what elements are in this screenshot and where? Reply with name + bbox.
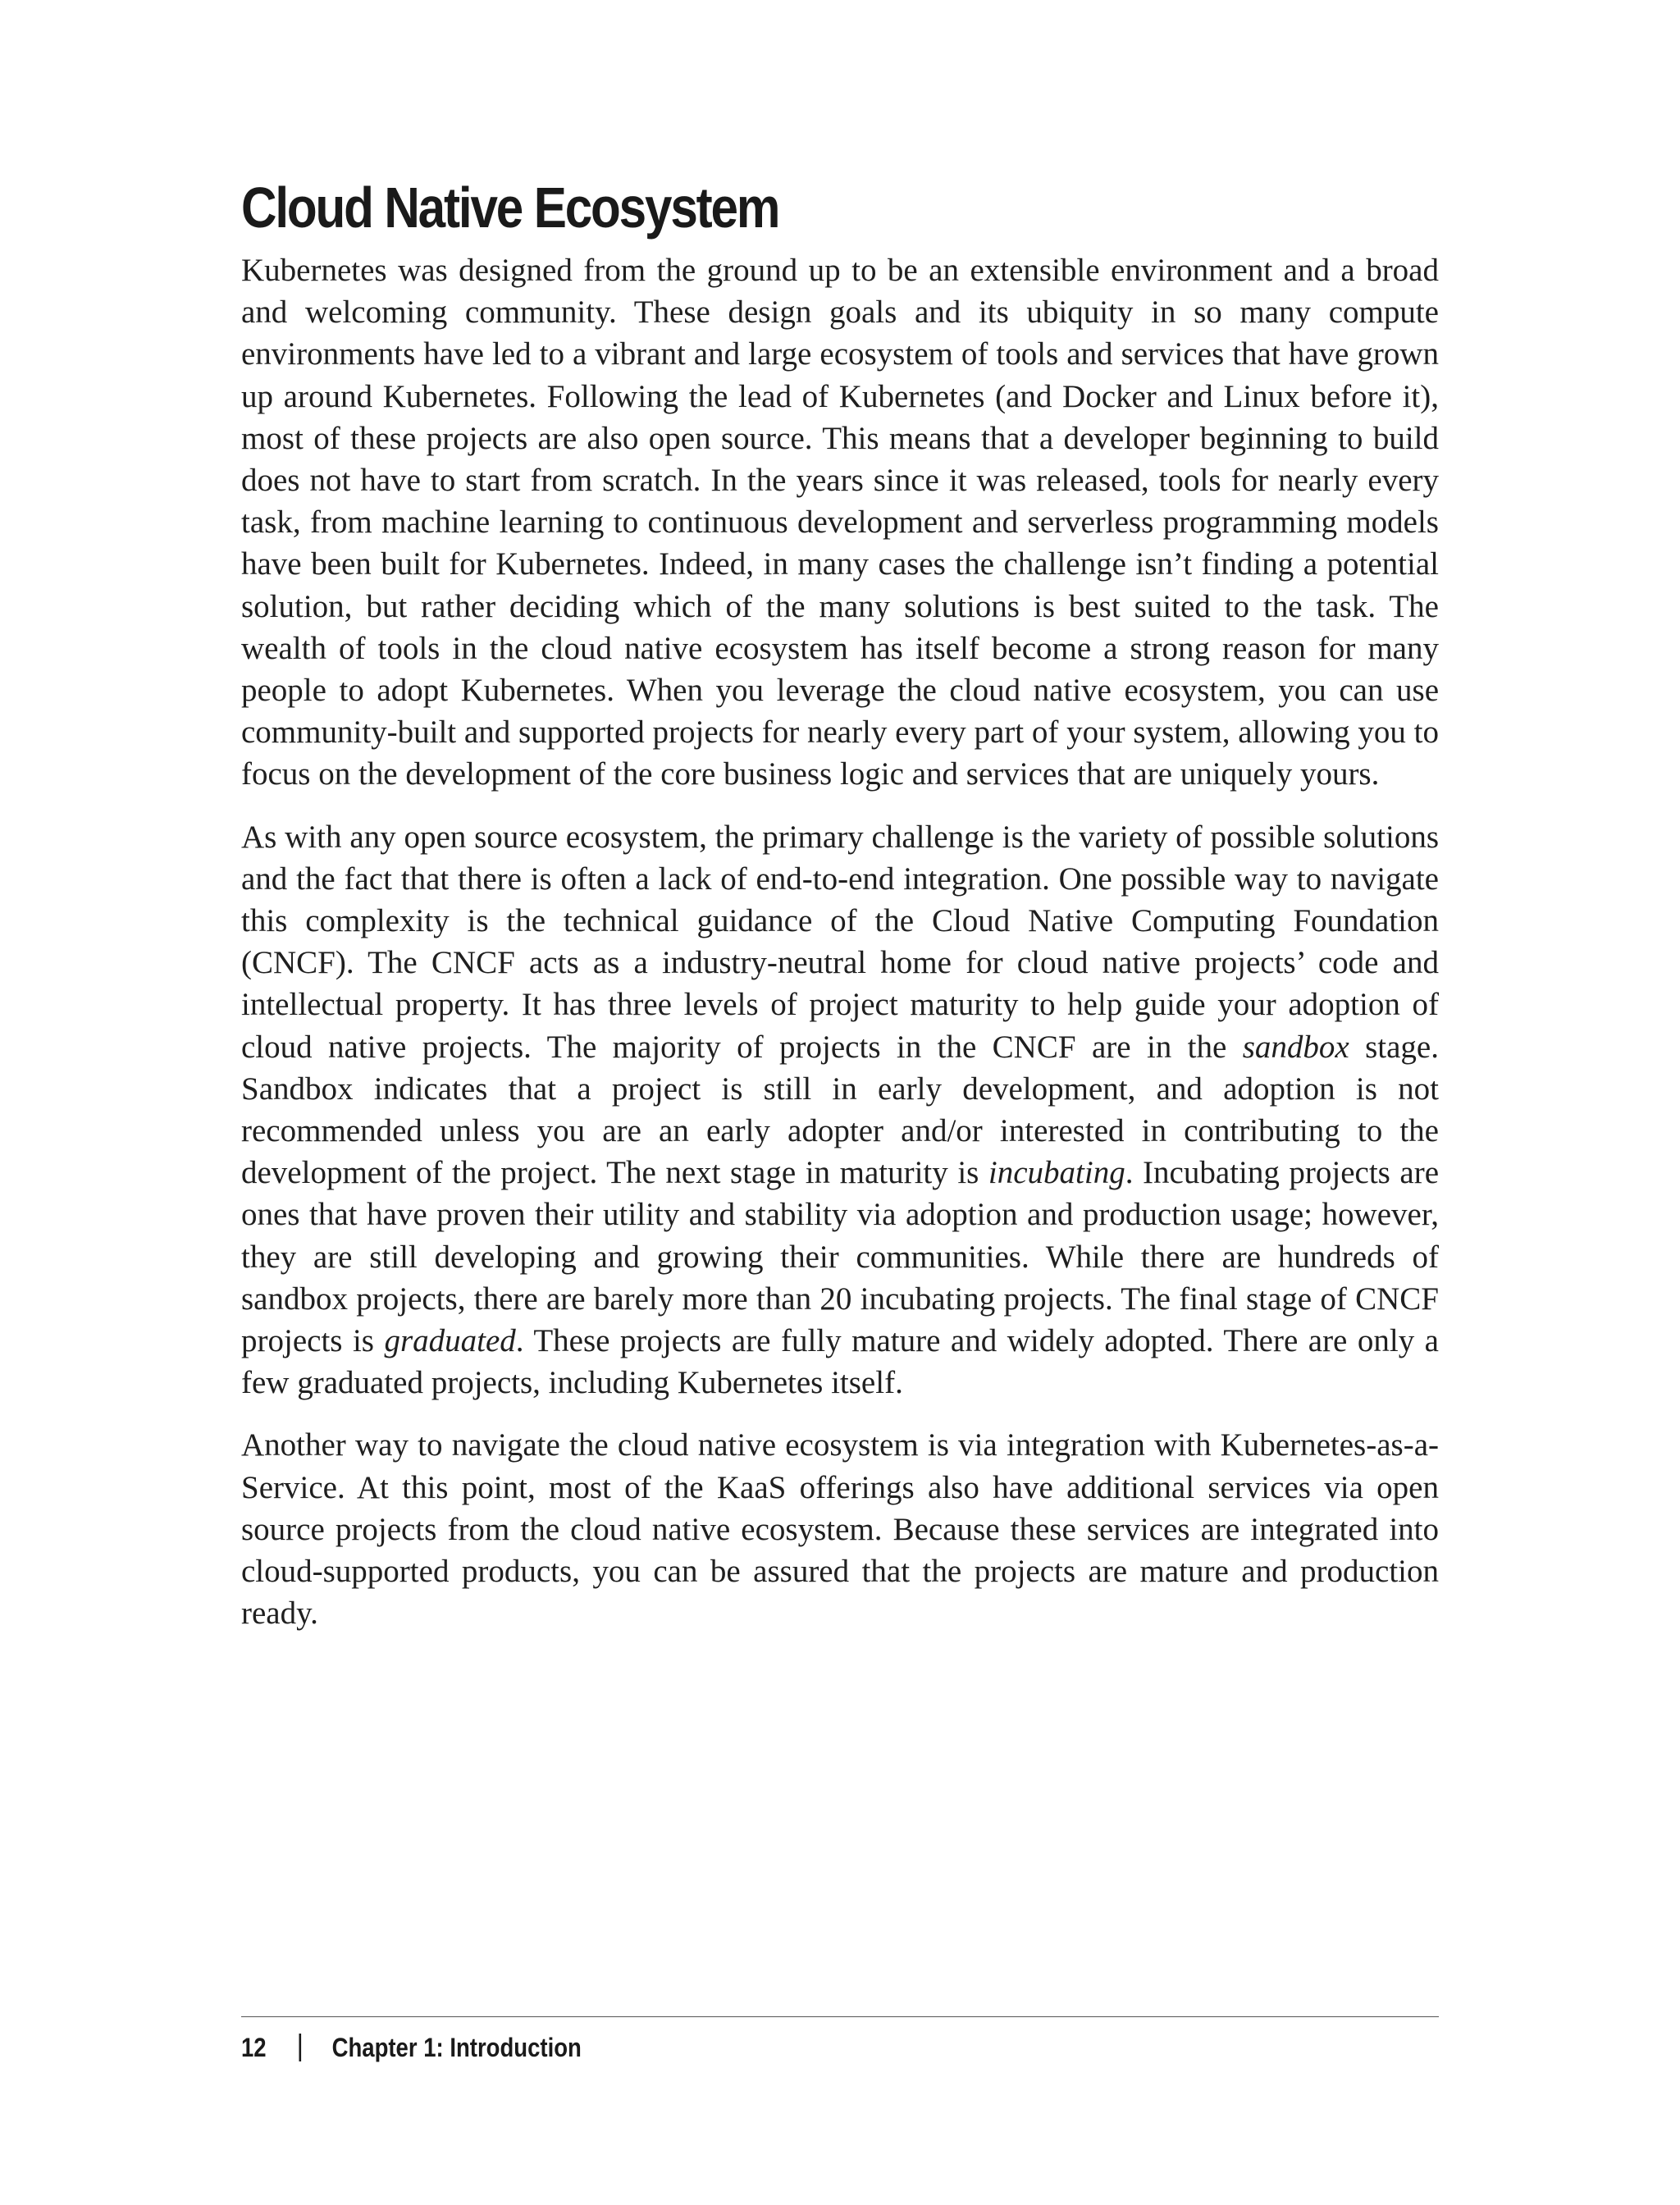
footer-separator bbox=[299, 2034, 301, 2061]
term-sandbox: sandbox bbox=[1242, 1029, 1349, 1065]
section-heading: Cloud Native Ecosystem bbox=[241, 176, 779, 240]
paragraph-2 bbox=[241, 816, 1439, 1404]
footer-divider bbox=[241, 2016, 1439, 2017]
paragraph-2-text-2: stage. Sandbox indicates that a project is still in early development, and adoption is not recommended unless you are an early adopter and/or interested in contributing to the development of the project. The next stage in maturity is bbox=[241, 1029, 1439, 1191]
paragraph-2-text-3: . Incubating projects are ones that have proven their utility and stability via adoption and production usage; however, they are still developing and growing their communities. While there are hundreds of sandbox projects, there are barely more than 20 incubating projects. The final stage of CNCF projects is bbox=[241, 1155, 1440, 1359]
paragraph-3: Another way to navigate the cloud native ecosystem is via integration with Kubernetes-as-a-Service. At this point, most of the KaaS offerings also have additional services via open source projects from the cloud native ecosystem. Because these services are integrated into cloud-supported products, you can be assured that the projects are mature and production ready. bbox=[241, 1427, 1439, 1632]
chapter-title: Chapter 1: Introduction bbox=[331, 2032, 582, 2062]
term-incubating: incubating bbox=[988, 1155, 1125, 1191]
term-graduated: graduated bbox=[384, 1323, 516, 1359]
page-number: 12 bbox=[241, 2032, 267, 2062]
page-content bbox=[241, 171, 1439, 1655]
paragraph-2-text-4: . These projects are fully mature and widely adopted. There are only a few graduated projects, including Kubernetes itself. bbox=[241, 1323, 1439, 1401]
paragraph-1: Kubernetes was designed from the ground up to be an extensible environment and a broad and welcoming community. These design goals and its ubiquity in so many compute environments have led to a vibrant and large ecosystem of tools and services that have grown up around Kubernetes. Following the lead of Kubernetes (and Docker and Linux before it), most of these projects are also open source. This means that a developer beginning to build does not have to start from scratch. In the years since it was released, tools for nearly every task, from machine learning to continuous development and serverless programming models have been built for Kubernetes. Indeed, in many cases the challenge isn’t finding a potential solution, but rather deciding which of the many solutions is best suited to the task. The wealth of tools in the cloud native ecosystem has itself become a strong reason for many people to adopt Kubernetes. When you leverage the cloud native ecosystem, you can use community-built and supported projects for nearly every part of your system, allowing you to focus on the development of the core business logic and services that are uniquely yours. bbox=[241, 253, 1440, 792]
page-footer bbox=[241, 2029, 582, 2066]
paragraph-2-text-1: As with any open source ecosystem, the primary challenge is the variety of possible solutions and the fact that there is often a lack of end-to-end integration. One possible way to navigate this complexity is the technical guidance of the Cloud Native Computing Foundation (CNCF). The CNCF acts as a industry-neutral home for cloud native projects’ code and intellectual property. It has three levels of project maturity to help guide your adoption of cloud native projects. The majority of projects in the CNCF are in the bbox=[241, 819, 1439, 1065]
